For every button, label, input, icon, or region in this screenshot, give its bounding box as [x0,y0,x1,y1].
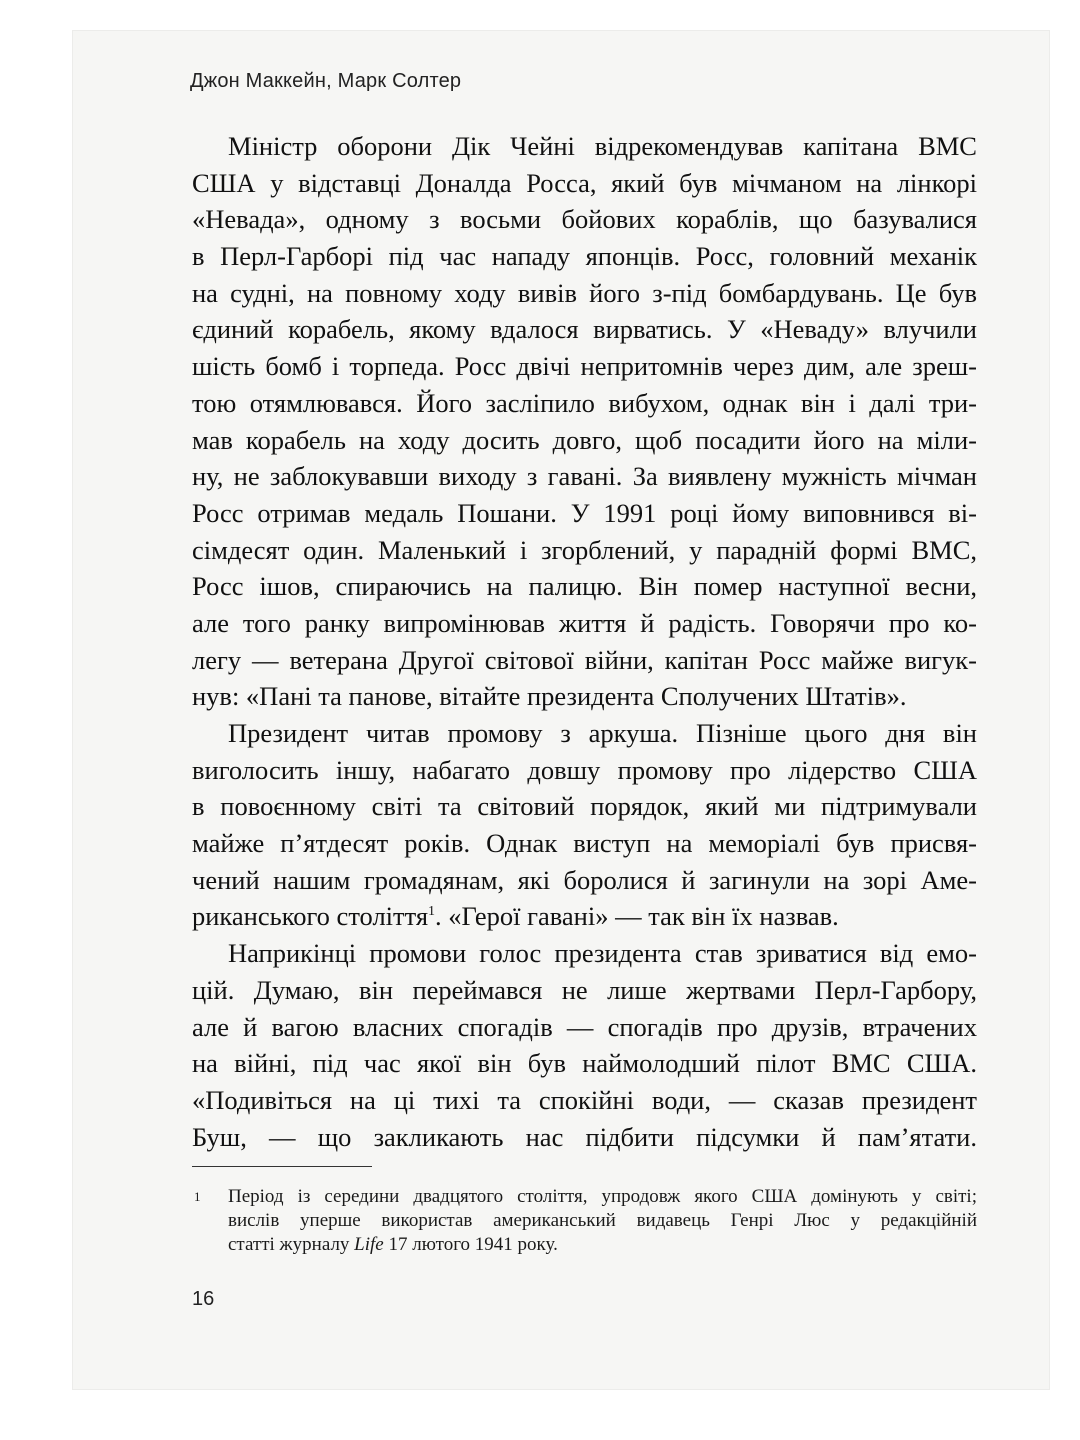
text-line: в повоєнному світі та світовий порядок, який ми підтримували [192,791,977,822]
text-line [192,898,977,935]
footnote-marker: 1 [194,1189,201,1204]
text-line: чений нашим громадянам, які боролися й загинули на зорі Аме- [192,864,977,895]
text-line: але того ранку випромінював життя й радість. Говорячи про ко- [192,607,977,638]
text-line: виголосить іншу, набагато довшу промову про лідерство США [192,754,977,785]
text-line: мав корабель на ходу досить довго, щоб посадити його на міли- [192,424,977,455]
text-line: Росс отримав медаль Пошани. У 1991 році йому виповнився ві- [192,497,977,528]
text-line: США у відставці Доналда Росса, який був мічманом на лінкорі [192,167,977,198]
text-line: цій. Думаю, він переймався не лише жертвами Перл-Гарбору, [192,974,977,1005]
text-line: тою отямлювався. Його засліпило вибухом, однак він і далі три- [192,387,977,418]
footnote-divider [192,1166,372,1167]
footnote-line: Період із середини двадцятого століття, упродовж якого США домінують у світі; [228,1186,977,1207]
text-line: але й вагою власних спогадів — спогадів про друзів, втрачених [192,1011,977,1042]
text-fragment: риканського століття [192,901,429,932]
text-line: в Перл-Гарборі під час нападу японців. Росс, головний механік [192,241,977,272]
text-line: «Невада», одному з восьми бойових кораблів, що базувалися [192,204,977,235]
main-text [192,128,977,1155]
footnote-reference[interactable]: 1 [428,904,436,920]
text-line: шість бомб і торпеда. Росс двічі непритомнів через дим, але зреш- [192,351,977,382]
text-line: сімдесят один. Маленький і згорблений, у парадній формі ВМС, [192,534,977,565]
footnote-text: статті журналу [228,1234,355,1255]
text-line: нув: «Пані та панове, вітайте президента Сполучених Штатів». [192,681,907,712]
footnote-text: 17 лютого 1941 року. [383,1234,558,1255]
text-line: Буш, — що закликають нас підбити підсумки й пам’ятати. [192,1121,977,1152]
text-line: Міністр оборони Дік Чейні відрекомендував капітана ВМС [228,131,977,161]
text-line: на війні, під час якої він був наймолодший пілот ВМС США. [192,1048,977,1079]
text-line: майже п’ятдесят років. Однак виступ на меморіалі був присвя- [192,828,977,859]
footnote-line [192,1233,977,1257]
text-line: Росс ішов, спираючись на палицю. Він помер наступної весни, [192,571,977,602]
text-line: «Подивіться на ці тихі та спокійні води, — сказав президент [192,1084,977,1115]
text-line: на судні, на повному ходу вивів його з-під бомбардувань. Це був [192,277,977,308]
footnote-line: вислів уперше використав американський видавець Генрі Люс у редакційній [228,1210,977,1231]
footnote [192,1185,977,1257]
text-line: ну, не заблокувавши виходу з гавані. За виявлену мужність мічман [192,461,977,492]
text-line: легу — ветерана Другої світової війни, капітан Росс майже вигук- [192,644,977,675]
text-fragment: . «Герої гавані» — так він їх назвав. [435,901,839,932]
running-head: Джон Маккейн, Марк Солтер [190,70,462,92]
text-line: єдиний корабель, якому вдалося вирватись. У «Неваду» влучили [192,314,977,345]
page-number: 16 [192,1288,215,1310]
footnote-magazine-title: Life [354,1234,384,1255]
text-line: Президент читав промову з аркуша. Пізніше цього дня він [228,718,977,748]
text-line: Наприкінці промови голос президента став зриватися від емо- [228,938,977,969]
